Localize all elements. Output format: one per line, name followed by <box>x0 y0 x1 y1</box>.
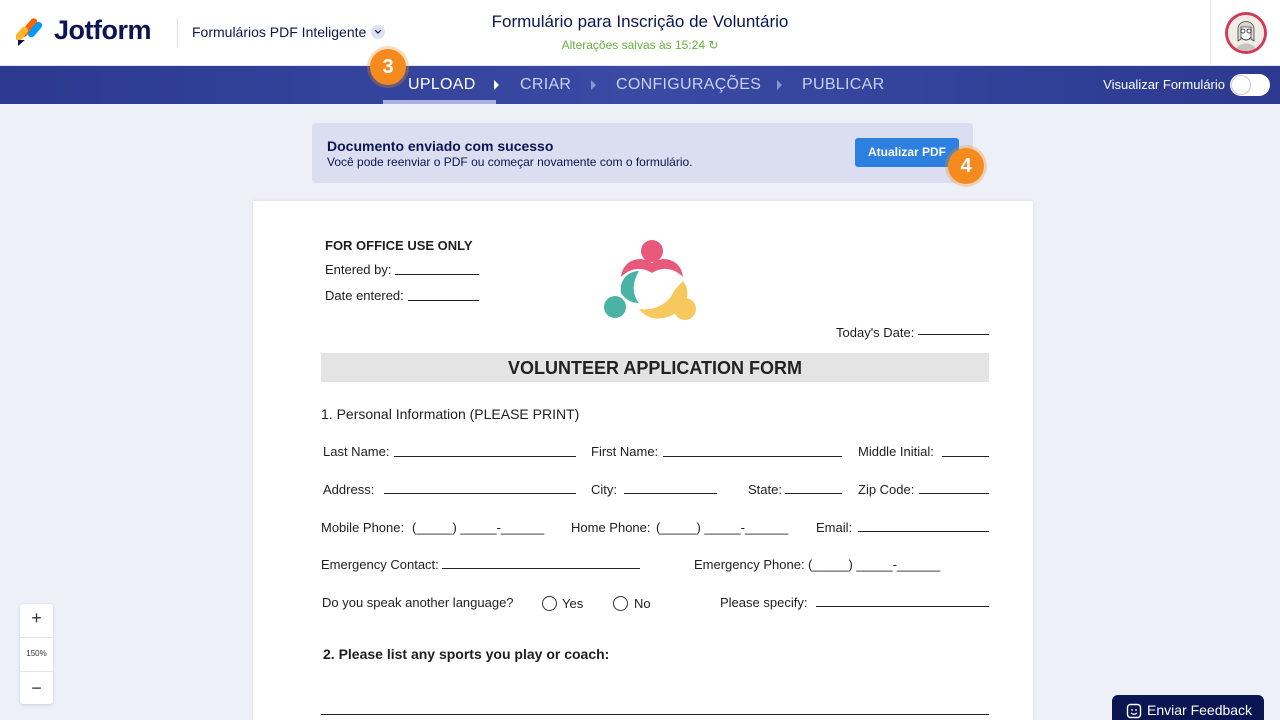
zip-label: Zip Code: <box>858 482 915 497</box>
zoom-divider <box>20 637 53 638</box>
chevron-right-icon <box>591 80 596 90</box>
top-header <box>0 0 1280 66</box>
banner-subtitle: Você pode reenviar o PDF ou começar novamente com o formulário. <box>327 155 693 169</box>
mobile-phone-label: Mobile Phone: <box>321 520 405 535</box>
language-question: Do you speak another language? <box>322 595 514 610</box>
step-badge-4: 4 <box>948 148 984 184</box>
entered-by-line <box>395 274 479 275</box>
refresh-icon: ↻ <box>708 38 719 52</box>
city-line <box>624 493 717 494</box>
feedback-label: Enviar Feedback <box>1147 702 1253 718</box>
office-use-title: FOR OFFICE USE ONLY <box>325 238 473 253</box>
chevron-right-icon <box>777 80 782 90</box>
tab-configuracoes[interactable]: CONFIGURAÇÕES <box>616 76 762 93</box>
address-label: Address: <box>323 482 375 497</box>
address-line <box>384 493 576 494</box>
toggle-knob <box>1232 76 1250 94</box>
zoom-out-button[interactable]: − <box>31 678 42 698</box>
last-name-label: Last Name: <box>323 444 390 459</box>
send-feedback-button[interactable] <box>1112 695 1264 720</box>
emergency-contact-label: Emergency Contact: <box>321 557 439 572</box>
zoom-in-button[interactable]: + <box>31 608 42 628</box>
section-2-title: 2. Please list any sports you play or coach: <box>323 646 610 662</box>
product-name: Formulários PDF Inteligente <box>192 24 367 40</box>
emergency-phone-mask: (_____) _____-______ <box>808 557 941 572</box>
middle-initial-line <box>942 456 989 457</box>
home-phone-label: Home Phone: <box>571 520 651 535</box>
preview-toggle[interactable] <box>1230 74 1270 96</box>
no-radio[interactable] <box>613 596 628 611</box>
save-status <box>0 38 1280 52</box>
zoom-divider <box>20 671 53 672</box>
step-badge-3: 3 <box>370 49 406 85</box>
yes-label: Yes <box>562 596 584 611</box>
avatar-image <box>1228 15 1264 51</box>
state-label: State: <box>748 482 782 497</box>
chevron-right-icon <box>494 80 499 90</box>
pdf-document <box>253 201 1033 720</box>
date-entered-line <box>408 300 479 301</box>
entered-by-label: Entered by: <box>325 262 392 277</box>
save-status-text: Alterações salvas às 15:24 <box>561 38 705 52</box>
tab-publicar[interactable]: PUBLICAR <box>802 76 885 93</box>
logo-text: Jotform <box>54 15 151 45</box>
sports-answer-line <box>321 714 989 715</box>
volunteer-form-title: VOLUNTEER APPLICATION FORM <box>508 358 802 378</box>
active-tab-indicator <box>383 100 496 104</box>
mobile-phone-mask: (_____) _____-______ <box>412 520 545 535</box>
emergency-contact-line <box>442 568 640 569</box>
update-pdf-button[interactable]: Atualizar PDF <box>855 138 959 167</box>
middle-initial-label: Middle Initial: <box>858 444 934 459</box>
first-name-label: First Name: <box>591 444 659 459</box>
date-entered-label: Date entered: <box>325 288 404 303</box>
please-specify-label: Please specify: <box>720 595 808 610</box>
email-line <box>858 531 989 532</box>
todays-date-label: Today's Date: <box>836 325 915 340</box>
zoom-level: 150% <box>26 649 47 658</box>
upload-success-banner <box>312 123 973 183</box>
user-menu[interactable] <box>1210 0 1280 66</box>
org-logo-icon <box>601 237 701 327</box>
feedback-icon <box>1126 703 1142 719</box>
tab-criar[interactable]: CRIAR <box>520 76 572 93</box>
avatar[interactable] <box>1225 12 1267 54</box>
form-title[interactable]: Formulário para Inscrição de Voluntário <box>491 12 789 31</box>
zoom-controls <box>20 604 53 704</box>
state-line <box>785 493 842 494</box>
emergency-phone-label: Emergency Phone: <box>694 557 805 572</box>
todays-date-line <box>918 334 989 335</box>
home-phone-mask: (_____) _____-______ <box>656 520 789 535</box>
section-1-title: 1. Personal Information (PLEASE PRINT) <box>321 406 580 422</box>
email-label: Email: <box>816 520 853 535</box>
wizard-navbar <box>0 66 1280 104</box>
please-specify-line <box>816 606 989 607</box>
city-label: City: <box>591 482 617 497</box>
last-name-line <box>394 456 576 457</box>
no-label: No <box>634 596 651 611</box>
preview-label: Visualizar Formulário <box>1103 77 1225 92</box>
yes-radio[interactable] <box>542 596 557 611</box>
tab-upload[interactable]: UPLOAD <box>408 76 476 93</box>
first-name-line <box>663 456 842 457</box>
banner-title: Documento enviado com sucesso <box>327 138 554 154</box>
zip-line <box>919 493 989 494</box>
